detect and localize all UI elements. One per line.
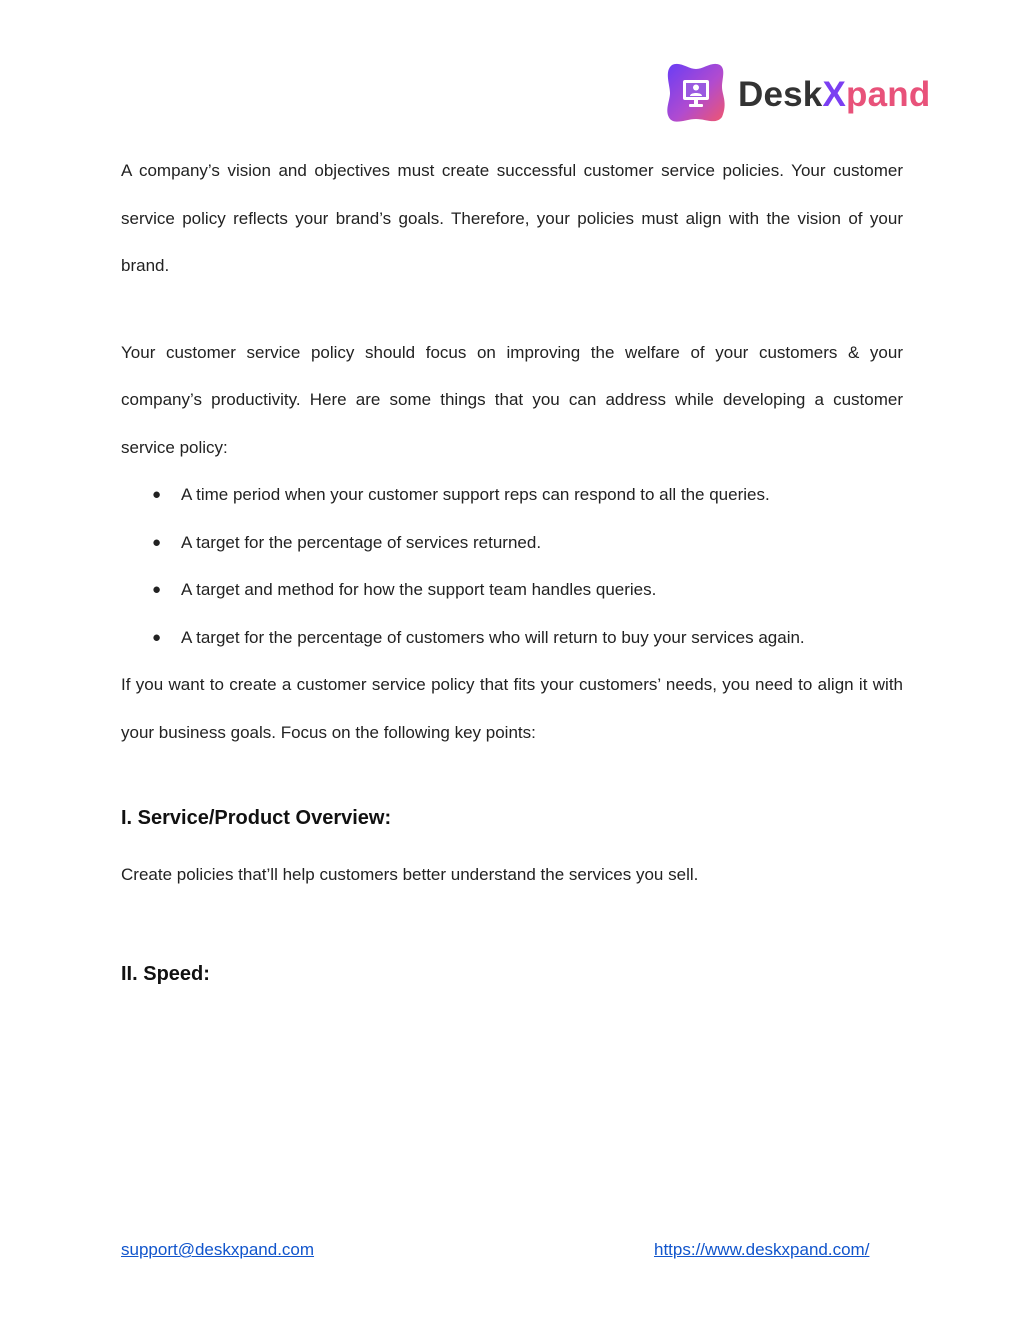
list-item <box>121 471 903 519</box>
list-item-text: A target for the percentage of customers who will return to buy your services again. <box>181 627 805 647</box>
support-email-link[interactable]: support@deskxpand.com <box>121 1240 315 1259</box>
bullet-icon: ● <box>152 581 162 598</box>
document-body <box>121 147 903 989</box>
paragraph-policy-focus: Your customer service policy should focus on improving the welfare of your customers & your company’s productivity. Here are some things that you can address while developing a customer service policy: <box>121 342 903 457</box>
section-heading-overview: I. Service/Product Overview: <box>121 807 392 829</box>
monitor-user-icon <box>664 61 728 127</box>
list-item-text: A target and method for how the support team handles queries. <box>181 580 657 599</box>
bullet-icon: ● <box>152 533 162 551</box>
brand-name-x: X <box>822 74 847 114</box>
list-item-text: A time period when your customer support reps can respond to all the queries. <box>181 485 770 504</box>
section-heading-speed: II. Speed: <box>121 963 210 985</box>
policy-bullet-list <box>121 471 903 661</box>
list-item <box>121 519 903 567</box>
bullet-icon: ● <box>152 486 162 503</box>
paragraph-overview: Create policies that’ll help customers better understand the services you sell. <box>121 865 699 884</box>
list-item-text: A target for the percentage of services returned. <box>181 532 542 552</box>
list-item <box>121 614 903 662</box>
paragraph-vision: A company’s vision and objectives must create successful customer service policies. Your customer service policy reflects your brand’s goals. Therefore, your policies must align with the vision of your brand. <box>121 161 903 275</box>
brand-name <box>738 74 931 114</box>
list-item <box>121 566 903 614</box>
brand-logo <box>664 60 944 128</box>
paragraph-align-goals: If you want to create a customer service policy that fits your customers’ needs, you need to align it with your business goals. Focus on the following key points: <box>121 675 903 742</box>
bullet-icon: ● <box>152 628 162 646</box>
brand-name-pand: pand <box>846 74 931 114</box>
website-link[interactable]: https://www.deskxpand.com/ <box>654 1240 870 1259</box>
brand-name-desk: Desk <box>738 74 823 114</box>
